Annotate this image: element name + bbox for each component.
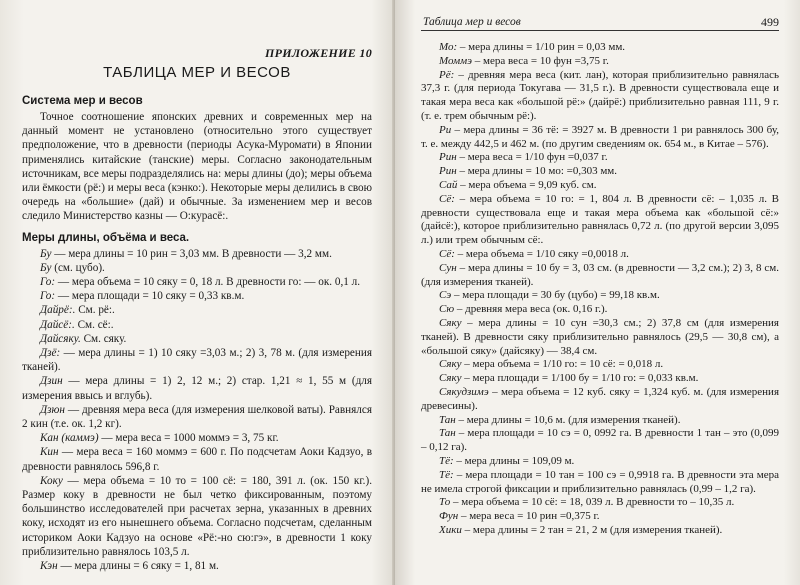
entry-term: Рин (439, 151, 457, 164)
page-title: ТАБЛИЦА МЕР И ВЕСОВ (103, 64, 291, 81)
entry-text: – мера площади = 10 сэ = 0, 0992 га. В древности 1 тан – это (0,099 – 0,12 га). (421, 427, 779, 454)
entry-term: Моммэ (439, 54, 472, 67)
running-header (421, 14, 779, 31)
entry-term: Мо: (439, 41, 458, 53)
entry-term: Дайрё:. (40, 304, 76, 317)
entry-term: Сяку (439, 358, 462, 371)
entry-text: — мера длины = 1) 2, 12 м.; 2) стар. 1,21 ≈ 1, 55 м (для измерения ввысь и вглубь). (22, 375, 372, 402)
list-item (22, 289, 372, 303)
entry-text: – мера длины = 36 тё: = 3927 м. В древности 1 ри равнялось 300 бу, т. е. между 442,5 и 462 м. (по другим сведениям ок. 654 м., в Китае – 576). (421, 123, 779, 150)
entry-text: – мера длины = 109,09 м. (453, 454, 575, 467)
list-item (22, 445, 372, 473)
entry-term: Сай (439, 178, 458, 191)
entry-term: Кэн (40, 560, 58, 573)
entry-term: Дзин (40, 375, 63, 388)
entry-term: Бу (40, 247, 52, 260)
list-item (421, 358, 779, 372)
entry-text: См. сяку. (80, 332, 127, 345)
entry-term: Го: (40, 276, 56, 289)
entry-text: – древняя мера веса (ок. 0,16 г.). (454, 303, 608, 316)
list-item (421, 193, 779, 248)
entry-text: – мера веса = 10 фун =3,75 г. (471, 54, 609, 67)
entry-text: – мера длины = 10 мо: =0,303 мм. (456, 165, 618, 178)
list-item (421, 455, 779, 469)
entry-text: – древняя мера веса (кит. лан), которая приблизительно равнялась 37,3 г. (для периода Токугава — 31,5 г.). В древности существовала еще и такая мера веса как «большой рё:» (дайрё:) приблизительно равная 111, 9 г. (т. е. трем обычным рё:). (421, 68, 779, 122)
page-number: 499 (761, 15, 779, 29)
list-item (22, 346, 372, 374)
entry-term: Сё: (439, 247, 455, 260)
list-item (421, 317, 779, 358)
list-item (421, 41, 779, 55)
entry-term: То (439, 496, 451, 509)
list-item (421, 151, 779, 165)
entry-term: Кан (каммэ) (40, 432, 99, 445)
list-item (421, 165, 779, 179)
entry-term: Тё: (439, 468, 454, 481)
entry-text: – мера длины = 2 тан = 21, 2 м (для измерения тканей). (461, 523, 723, 536)
entry-text: — мера длины = 6 сяку = 1, 81 м. (57, 560, 219, 573)
list-item (22, 275, 372, 289)
entry-text: — мера веса = 1000 моммэ = 3, 75 кг. (98, 432, 279, 445)
entry-text: — древняя мера веса (для измерения шелковой ваты). Равнялся 2 кин (т.е. ок. 1,2 кг). (22, 403, 372, 431)
list-item (22, 261, 372, 275)
list-item (421, 469, 779, 497)
entry-term: Хики (439, 523, 462, 536)
entry-text: — мера длины = 10 рин = 3,03 мм. В древности — 3,2 мм. (51, 247, 332, 260)
list-item (421, 289, 779, 303)
list-item (421, 69, 779, 124)
list-item (421, 414, 779, 428)
entry-term: Сякудзимэ (439, 385, 489, 398)
entry-term: Фун (439, 510, 459, 523)
entry-text: — мера площади = 10 сяку = 0,33 кв.м. (55, 290, 245, 303)
entry-term: Дайсё:. (40, 318, 75, 331)
entry-term: Рё: (439, 68, 455, 81)
entry-term: Сун (439, 261, 457, 274)
entry-term: Го: (40, 290, 56, 303)
entry-text: См. рё:. (75, 304, 115, 317)
list-item (421, 510, 779, 524)
left-entry-list (22, 247, 372, 574)
left-page-header (22, 14, 372, 30)
entry-term: Сё: (439, 192, 455, 205)
entry-text: – мера длины = 10 бу = 3, 03 см. (в древности — 3,2 см.); 2) 3, 8 см. (для измерения тканей). (421, 261, 779, 288)
list-item (421, 386, 779, 414)
list-item (421, 303, 779, 317)
entry-term: Сяку (439, 372, 462, 385)
entry-term: Дзё: (40, 347, 61, 360)
left-page (0, 0, 395, 585)
section-heading-system: Система мер и весов (22, 95, 143, 107)
right-page (395, 0, 800, 585)
list-item (421, 524, 779, 538)
entry-term: Бу (40, 261, 52, 274)
entry-term: Тан (439, 427, 456, 440)
list-item (22, 332, 372, 346)
entry-text: – мера площади = 1/100 бу = 1/10 го: = 0,033 кв.м. (461, 372, 699, 385)
entry-text: (см. цубо). (51, 261, 105, 274)
right-page-content (421, 41, 779, 538)
list-item (22, 403, 372, 431)
entry-text: – мера веса = 1/10 фун =0,037 г. (456, 151, 608, 164)
list-item (421, 372, 779, 386)
entry-text: – мера длины = 1/10 рин = 0,03 мм. (457, 41, 626, 53)
list-item (22, 559, 372, 573)
list-item (421, 179, 779, 193)
entry-text: – мера объема = 10 го: = 1, 804 л. В древности сё: – 1,035 л. В древности существовала еще и такая мера объема как «большой сё:» (дайсё:), которое приблизительно равнялась 0,72 л. (по другой версии 3,095 л.) или трем обычным сё:. (421, 192, 779, 247)
section-heading-measures: Меры длины, объёма и веса. (22, 231, 190, 244)
entry-term: Тё: (439, 454, 454, 467)
left-page-content (22, 46, 372, 573)
list-item (421, 427, 779, 455)
list-item (22, 374, 372, 402)
entry-text: – мера объема = 1/10 сяку =0,0018 л. (454, 247, 629, 260)
entry-text: – мера площади = 30 бу (цубо) = 99,18 кв.м. (451, 289, 660, 302)
list-item (421, 124, 779, 152)
entry-term: Кин (40, 446, 59, 459)
list-item (421, 262, 779, 290)
entry-term: Сю (439, 303, 455, 316)
running-header-title: Таблица мер и весов (423, 16, 521, 28)
entry-text: – мера объема = 10 сё: = 18, 039 л. В древности то – 10,35 л. (450, 496, 735, 509)
entry-text: – мера объема = 9,09 куб. см. (457, 178, 597, 191)
entry-text: – мера объема = 12 куб. сяку = 1,324 куб. м. (для измерения древесины). (421, 385, 779, 412)
entry-text: — мера объема = 10 то = 100 сё: = 180, 391 л. (ок. 150 кг.). Размер коку в древности не был четко фиксированным, поэтому большинство исследователей при расчетах зерна, указанных в древних коку, исходят из его нынешнего объема. Согласно подсчетам, сделанным историком Аоки Кадзуо на основе «Рё:-но сю:гэ», в древности 1 коку приблизительно равнялось 103,5 л. (22, 474, 372, 558)
list-item (421, 248, 779, 262)
entry-text: — мера длины = 1) 10 сяку =3,03 м.; 2) 3, 78 м. (для измерения тканей). (22, 347, 372, 374)
entry-term: Рин (439, 165, 457, 178)
entry-text: – мера длины = 10 сун =30,3 см.; 2) 37,8 см (для измерения тканей). В древности сяку приблизительно равнялось (29,5 — 30,8 см), а «большой сяку» (дайсяку) — 38,4 см. (421, 316, 779, 357)
list-item (22, 303, 372, 317)
entry-text: — мера веса = 160 моммэ = 600 г. По подсчетам Аоки Кадзуо, в древности равнялось 596,8 г. (22, 446, 372, 473)
entry-term: Ри (439, 123, 452, 136)
list-item (421, 496, 779, 510)
entry-term: Коку (40, 474, 63, 487)
entry-term: Сяку (439, 316, 462, 329)
list-item (22, 247, 372, 261)
entry-text: – мера веса = 10 рин =0,375 г. (458, 510, 600, 523)
appendix-label: ПРИЛОЖЕНИЕ 10 (264, 46, 372, 60)
entry-text: — мера объема = 10 сяку = 0, 18 л. В древности го: — ок. 0,1 л. (55, 276, 361, 289)
entry-text: – мера длины = 10,6 м. (для измерения тканей). (455, 413, 681, 426)
list-item (22, 431, 372, 445)
list-item (22, 474, 372, 559)
entry-term: Дзюн (40, 403, 65, 416)
entry-text: См. сё:. (74, 318, 114, 331)
entry-term: Сэ (439, 289, 452, 302)
entry-text: – мера объема = 1/10 го: = 10 сё: = 0,018 л. (461, 358, 664, 371)
list-item (22, 318, 372, 332)
intro-paragraph: Точное соотношение японских древних и современных мер на данный момент не установлено (относительно этого существует предположение, что в древности (периоды Асука-Муромати) в Японии применялись китайские (танские) меры. Согласно законодательным источникам, все меры подразделялись на: меры длины (до); меры объема или ёмкости (рё:) и меры веса (кэнко:). Некоторые меры делились в свою очередь на «большие» (дай) и обычные. За изменением мер и весов следило Министерство казны — О:курасё:. (22, 111, 372, 223)
entry-text: – мера площади = 10 тан = 100 сэ = 0,9918 га. В древности эта мера не имела строгой фиксации и приблизительно равнялась (0,99 – 1,2 га). (421, 468, 779, 495)
entry-term: Тан (439, 413, 456, 426)
list-item (421, 55, 779, 69)
entry-term: Дайсяку. (40, 332, 81, 345)
